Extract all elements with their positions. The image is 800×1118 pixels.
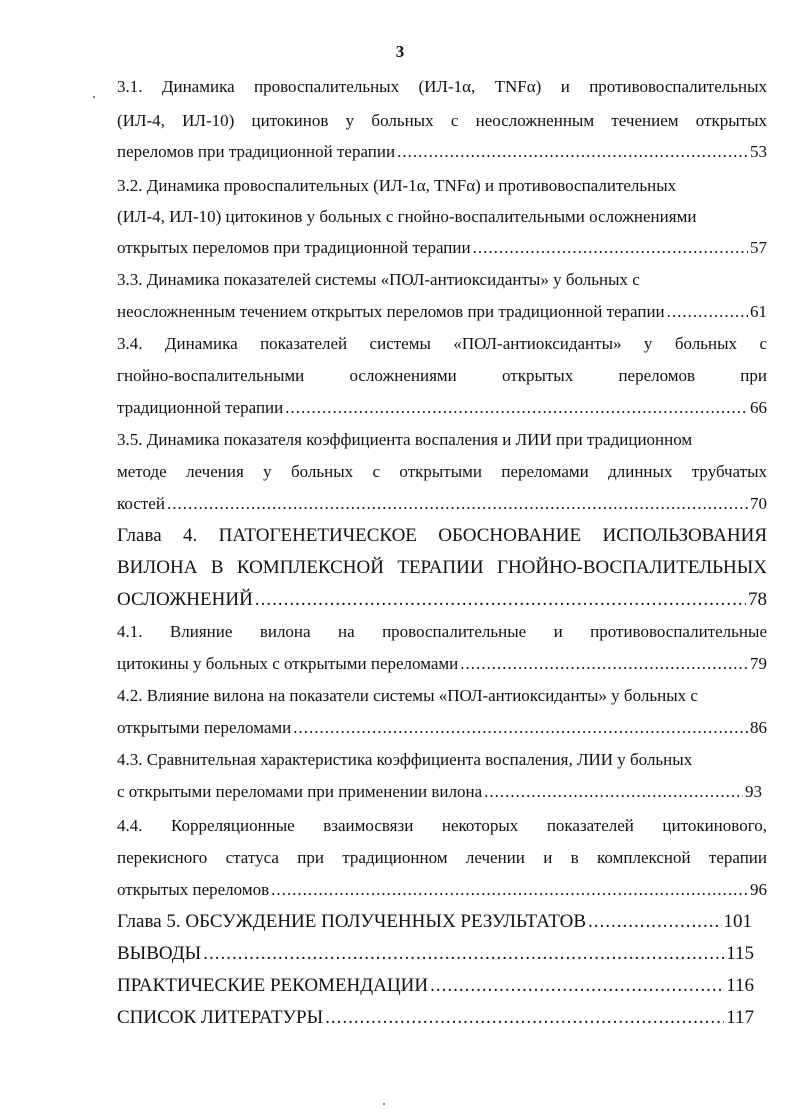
- toc-entry-4-3-line-1: 4.3. Сравнительная характеристика коэффициента воспаления, ЛИИ у больных: [117, 750, 693, 769]
- toc-chapter-4-title: ОСЛОЖНЕНИЙ: [117, 589, 253, 610]
- toc-entry-3-5[interactable]: [117, 494, 767, 514]
- dot-leader: [397, 142, 748, 162]
- dot-leader: [203, 944, 724, 964]
- toc-entry-3-1[interactable]: [117, 142, 767, 162]
- toc-entry-3-4[interactable]: [117, 398, 767, 418]
- toc-entry-4-3-title: с открытыми переломами при применении вилона: [117, 782, 483, 801]
- dot-leader: [588, 912, 722, 932]
- toc-conclusions-page: 115: [726, 943, 754, 964]
- toc-chapter-5-page: 101: [723, 911, 752, 932]
- toc-entry-4-3[interactable]: [117, 782, 762, 802]
- toc-entry-3-3-page: 61: [750, 302, 767, 321]
- toc-entry-3-3-title: неосложненным течением открытых переломов при традиционной терапии: [117, 302, 665, 321]
- dot-leader: [285, 398, 748, 418]
- toc-conclusions[interactable]: [117, 944, 754, 964]
- toc-chapter-4[interactable]: [117, 590, 767, 610]
- dot-leader: [167, 494, 748, 514]
- toc-entry-3-2-line-1: 3.2. Динамика провоспалительных (ИЛ-1α, TNFα) и противовоспалительных: [117, 176, 677, 195]
- dot-leader: [484, 782, 743, 802]
- toc-entry-3-2[interactable]: [117, 238, 767, 258]
- toc-chapter-5-title: Глава 5. ОБСУЖДЕНИЕ ПОЛУЧЕННЫХ РЕЗУЛЬТАТОВ: [117, 911, 586, 932]
- toc-entry-3-4-title: традиционной терапии: [117, 398, 284, 417]
- toc-references[interactable]: [117, 1008, 754, 1028]
- toc-entry-4-2[interactable]: [117, 718, 767, 738]
- toc-entry-3-2-line-2: (ИЛ-4, ИЛ-10) цитокинов у больных с гнойно-воспалительными осложнениями: [117, 207, 697, 226]
- toc-entry-4-3-page: 93: [745, 782, 762, 801]
- toc-recommendations-page: 116: [726, 975, 754, 996]
- toc-chapter-4-line-2: ВИЛОНА В КОМПЛЕКСНОЙ ТЕРАПИИ ГНОЙНО-ВОСПАЛИТЕЛЬНЫХ: [117, 557, 767, 578]
- toc-references-page: 117: [726, 1007, 754, 1028]
- dot-leader: [271, 880, 748, 900]
- toc-recommendations[interactable]: [117, 976, 754, 996]
- toc-entry-3-4-page: 66: [750, 398, 767, 417]
- toc-entry-3-3[interactable]: [117, 302, 767, 322]
- toc-entry-3-2-page: 57: [750, 238, 767, 257]
- toc-entry-4-2-title: открытыми переломами: [117, 718, 292, 737]
- toc-entry-3-5-title: костей: [117, 494, 165, 513]
- toc-chapter-5[interactable]: [117, 912, 752, 932]
- scan-speck: [93, 96, 95, 98]
- toc-entry-3-3-line-1: 3.3. Динамика показателей системы «ПОЛ-антиоксиданты» у больных с: [117, 270, 640, 289]
- toc-entry-4-4[interactable]: [117, 880, 767, 900]
- toc-references-title: СПИСОК ЛИТЕРАТУРЫ: [117, 1007, 324, 1028]
- toc-entry-3-1-line-1: 3.1. Динамика провоспалительных (ИЛ-1α, TNFα) и противовоспалительных: [117, 77, 767, 96]
- dot-leader: [473, 238, 748, 258]
- dot-leader: [667, 302, 748, 322]
- toc-entry-3-2-title: открытых переломов при традиционной терапии: [117, 238, 471, 257]
- toc-entry-3-4-line-2: гнойно-воспалительными осложнениями открытых переломов при: [117, 366, 767, 385]
- dot-leader: [293, 718, 748, 738]
- toc-entry-4-1[interactable]: [117, 654, 767, 674]
- toc-entry-4-4-title: открытых переломов: [117, 880, 270, 899]
- toc-conclusions-title: ВЫВОДЫ: [117, 943, 202, 964]
- toc-entry-4-4-line-1: 4.4. Корреляционные взаимосвязи некоторых показателей цитокинового,: [117, 816, 767, 835]
- dot-leader: [255, 590, 746, 610]
- scan-speck: [383, 1103, 385, 1105]
- toc-recommendations-title: ПРАКТИЧЕСКИЕ РЕКОМЕНДАЦИИ: [117, 975, 429, 996]
- toc-entry-3-5-line-1: 3.5. Динамика показателя коэффициента воспаления и ЛИИ при традиционном: [117, 430, 693, 449]
- toc-chapter-4-page: 78: [748, 589, 767, 610]
- toc-entry-4-1-page: 79: [750, 654, 767, 673]
- toc-entry-4-4-page: 96: [750, 880, 767, 899]
- toc-entry-4-4-line-2: перекисного статуса при традиционном лечении и в комплексной терапии: [117, 848, 767, 867]
- toc-entry-4-2-page: 86: [750, 718, 767, 737]
- dot-leader: [460, 654, 748, 674]
- toc-entry-3-1-page: 53: [750, 142, 767, 161]
- toc-entry-3-5-line-2: методе лечения у больных с открытыми переломами длинных трубчатых: [117, 462, 767, 481]
- page-number: 3: [395, 42, 405, 61]
- toc-chapter-4-line-1: Глава 4. ПАТОГЕНЕТИЧЕСКОЕ ОБОСНОВАНИЕ ИСПОЛЬЗОВАНИЯ: [117, 525, 767, 546]
- toc-entry-3-5-page: 70: [750, 494, 767, 513]
- dot-leader: [325, 1008, 724, 1028]
- toc-entry-4-1-title: цитокины у больных с открытыми переломами: [117, 654, 459, 673]
- toc-entry-3-4-line-1: 3.4. Динамика показателей системы «ПОЛ-антиоксиданты» у больных с: [117, 334, 767, 353]
- toc-entry-4-2-line-1: 4.2. Влияние вилона на показатели системы «ПОЛ-антиоксиданты» у больных с: [117, 686, 698, 705]
- toc-entry-3-1-line-2: (ИЛ-4, ИЛ-10) цитокинов у больных с неосложненным течением открытых: [117, 111, 767, 130]
- toc-entry-4-1-line-1: 4.1. Влияние вилона на провоспалительные и противовоспалительные: [117, 622, 767, 641]
- toc-entry-3-1-title: переломов при традиционной терапии: [117, 142, 396, 161]
- dot-leader: [430, 976, 724, 996]
